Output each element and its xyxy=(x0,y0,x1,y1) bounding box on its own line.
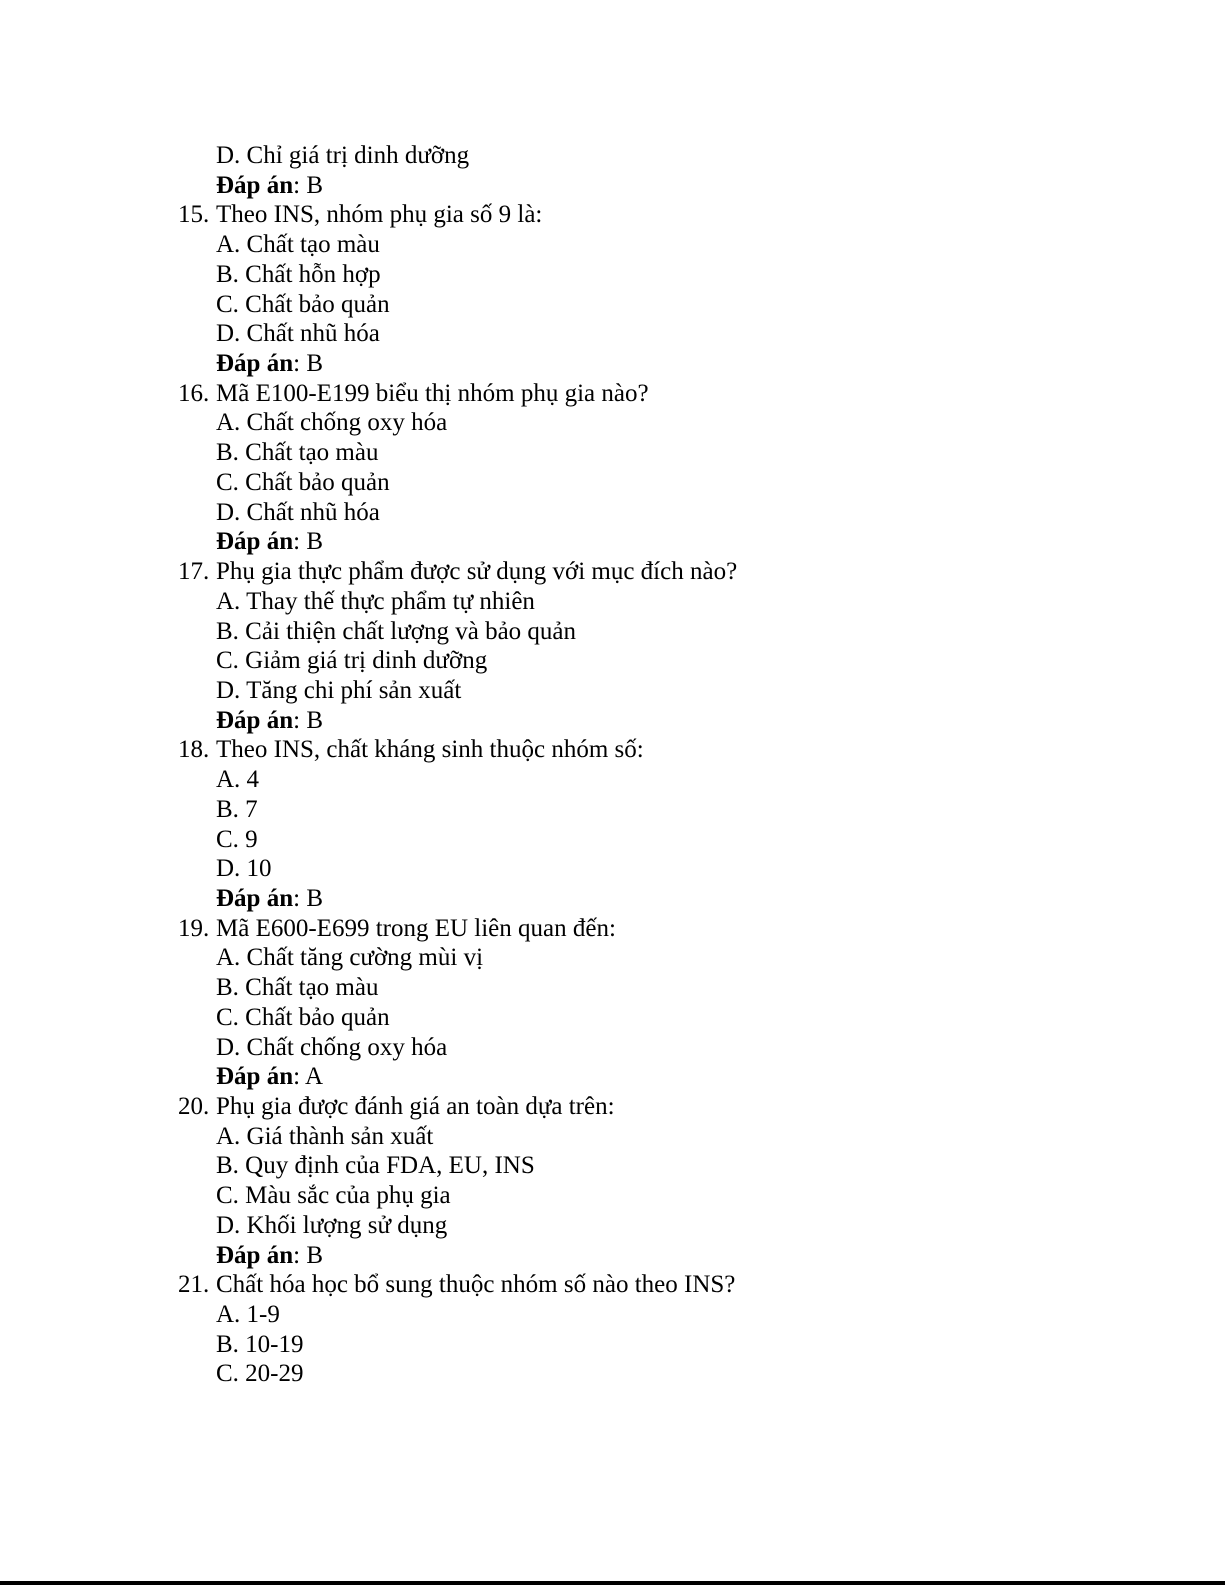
answer-option: D. Chất chống oxy hóa xyxy=(216,1033,448,1061)
question-text: Mã E100-E199 biểu thị nhóm phụ gia nào? xyxy=(216,379,649,407)
question-item xyxy=(0,379,1225,409)
answer-option: C. Giảm giá trị dinh dưỡng xyxy=(216,647,488,675)
answer-option: D. Chất nhũ hóa xyxy=(216,320,380,348)
answer-option: C. Chất bảo quản xyxy=(216,1003,390,1031)
answer-option: C. Chất bảo quản xyxy=(216,468,390,496)
answer-key-value: B xyxy=(306,528,324,556)
quiz-content xyxy=(0,141,1225,1389)
answer-key-label: Đáp án xyxy=(216,528,294,556)
question-item xyxy=(0,914,1225,944)
page-bottom-border xyxy=(0,1581,1225,1585)
question-item xyxy=(0,735,1225,765)
question-number: 19. xyxy=(178,914,210,942)
answer-option: A. 4 xyxy=(216,766,260,794)
answer-key: Đáp án: A xyxy=(216,1063,324,1091)
question-number: 15. xyxy=(178,201,210,229)
answer-option: B. Chất hỗn hợp xyxy=(216,260,381,288)
question-number: 20. xyxy=(178,1093,210,1120)
answer-option: A. Chất chống oxy hóa xyxy=(216,409,448,437)
answer-option: A. Giá thành sản xuất xyxy=(216,1122,434,1150)
answer-option: B. Quy định của FDA, EU, INS xyxy=(216,1152,535,1180)
answer-key-label: Đáp án xyxy=(216,350,294,378)
answer-key-value: A xyxy=(304,1063,324,1091)
answer-option: D. Tăng chi phí sản xuất xyxy=(216,676,462,704)
answer-option: D. Chỉ giá trị dinh dưỡng xyxy=(216,142,470,169)
question-number: 17. xyxy=(178,558,210,586)
question-item xyxy=(0,557,1225,587)
answer-key: Đáp án: B xyxy=(216,528,324,556)
question-text: Chất hóa học bổ sung thuộc nhóm số nào theo INS? xyxy=(216,1271,736,1299)
answer-key-value: B xyxy=(306,1241,324,1269)
answer-option: B. Cải thiện chất lượng và bảo quản xyxy=(216,617,577,645)
answer-key: Đáp án: B xyxy=(216,171,324,199)
answer-option: B. 7 xyxy=(216,795,258,823)
answer-option: D. 10 xyxy=(216,855,272,883)
answer-option: A. Thay thế thực phẩm tự nhiên xyxy=(216,587,535,615)
answer-option: C. 9 xyxy=(216,825,258,853)
question-number: 21. xyxy=(178,1271,210,1299)
answer-option: A. Chất tăng cường mùi vị xyxy=(216,944,484,972)
answer-option: C. Màu sắc của phụ gia xyxy=(216,1182,451,1210)
question-text: Phụ gia được đánh giá an toàn dựa trên: xyxy=(216,1093,615,1120)
answer-key-value: B xyxy=(306,884,324,912)
answer-option: A. 1-9 xyxy=(216,1301,280,1329)
question-number: 16. xyxy=(178,379,210,407)
answer-key-label: Đáp án xyxy=(216,884,294,912)
answer-option: D. Chất nhũ hóa xyxy=(216,498,380,526)
question-number: 18. xyxy=(178,736,210,764)
answer-key: Đáp án: B xyxy=(216,1241,324,1269)
answer-option: C. 20-29 xyxy=(216,1360,304,1388)
answer-option: B. 10-19 xyxy=(216,1330,304,1358)
question-text: Theo INS, nhóm phụ gia số 9 là: xyxy=(216,201,543,229)
answer-key-value: B xyxy=(306,350,324,378)
answer-key: Đáp án: B xyxy=(216,884,324,912)
answer-key-label: Đáp án xyxy=(216,171,294,199)
answer-key-label: Đáp án xyxy=(216,706,294,734)
answer-key-value: B xyxy=(306,171,324,199)
question-text: Mã E600-E699 trong EU liên quan đến: xyxy=(216,914,616,942)
answer-option: B. Chất tạo màu xyxy=(216,974,379,1002)
answer-key-value: B xyxy=(306,706,324,734)
answer-key: Đáp án: B xyxy=(216,350,324,378)
answer-key-label: Đáp án xyxy=(216,1063,294,1091)
question-text: Theo INS, chất kháng sinh thuộc nhóm số: xyxy=(216,736,644,764)
question-text: Phụ gia thực phẩm được sử dụng với mục đích nào? xyxy=(216,558,738,586)
answer-option: D. Khối lượng sử dụng xyxy=(216,1211,448,1239)
question-item xyxy=(0,200,1225,230)
question-item xyxy=(0,1092,1225,1122)
answer-option: C. Chất bảo quản xyxy=(216,290,390,318)
answer-key: Đáp án: B xyxy=(216,706,324,734)
question-item xyxy=(0,1270,1225,1300)
answer-option: B. Chất tạo màu xyxy=(216,439,379,467)
answer-key-label: Đáp án xyxy=(216,1241,294,1269)
answer-option: A. Chất tạo màu xyxy=(216,231,380,259)
